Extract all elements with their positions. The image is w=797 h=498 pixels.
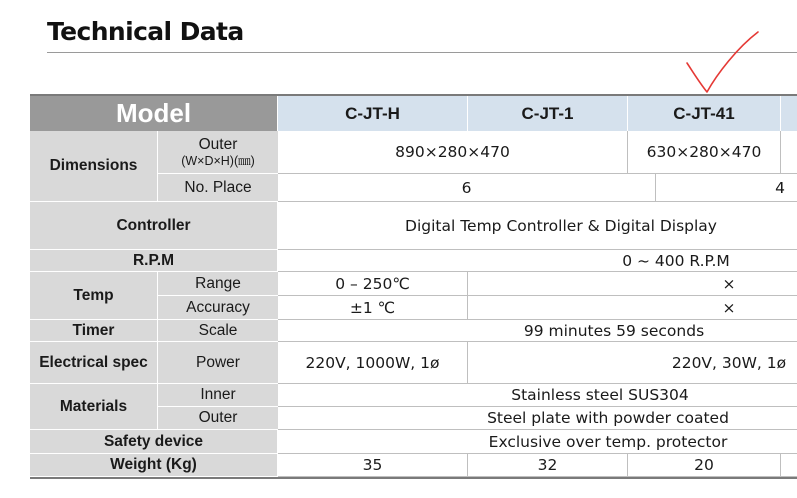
page-title: Technical Data (47, 17, 244, 46)
temp-accuracy-value-rest: × (468, 296, 797, 320)
weight-value-h: 35 (278, 454, 468, 477)
dimensions-outer-label (158, 131, 278, 174)
weight-value-partial (781, 454, 797, 477)
electrical-power-label: Power (158, 342, 278, 384)
temp-accuracy-label: Accuracy (158, 296, 278, 320)
model-next-partial (781, 96, 797, 131)
controller-value: Digital Temp Controller & Digital Display (278, 202, 797, 250)
weight-value-41: 20 (628, 454, 781, 477)
rpm-value: 0 ~ 400 R.P.M (278, 250, 797, 272)
power-value-rest: 220V, 30W, 1ø (468, 342, 797, 384)
materials-outer-label: Outer (158, 407, 278, 430)
outer-value-h-1: 890×280×470 (278, 131, 628, 174)
materials-inner-label: Inner (158, 384, 278, 407)
outer-label-text: Outer (198, 136, 238, 154)
checkmark-icon (685, 30, 765, 100)
model-c-jt-41: C-JT-41 (628, 96, 781, 131)
place-value-41: 4 (656, 174, 797, 202)
weight-label: Weight (Kg) (30, 454, 278, 477)
model-c-jt-1: C-JT-1 (468, 96, 628, 131)
temp-range-value-h: 0 – 250℃ (278, 272, 468, 296)
materials-inner-value: Stainless steel SUS304 (278, 384, 797, 407)
dimensions-place-label: No. Place (158, 174, 278, 202)
rpm-label: R.P.M (30, 250, 278, 272)
temp-accuracy-value-h: ±1 ℃ (278, 296, 468, 320)
timer-label: Timer (30, 320, 158, 342)
dimensions-label: Dimensions (30, 131, 158, 202)
safety-value: Exclusive over temp. protector (278, 430, 797, 454)
electrical-label: Electrical spec (30, 342, 158, 384)
temp-range-label: Range (158, 272, 278, 296)
timer-value: 99 minutes 59 seconds (278, 320, 797, 342)
table-bottom-rule (30, 477, 797, 479)
materials-label: Materials (30, 384, 158, 430)
safety-label: Safety device (30, 430, 278, 454)
outer-unit-text: (W×D×H)(㎜) (181, 153, 255, 168)
outer-value-partial (781, 131, 797, 174)
controller-label: Controller (30, 202, 278, 250)
timer-scale-label: Scale (158, 320, 278, 342)
temp-range-value-rest: × (468, 272, 797, 296)
model-c-jt-h: C-JT-H (278, 96, 468, 131)
temp-label: Temp (30, 272, 158, 320)
materials-outer-value: Steel plate with powder coated (278, 407, 797, 430)
power-value-h: 220V, 1000W, 1ø (278, 342, 468, 384)
place-value-h-1: 6 (278, 174, 656, 202)
weight-value-1: 32 (468, 454, 628, 477)
model-header: Model (30, 96, 278, 131)
outer-value-41: 630×280×470 (628, 131, 781, 174)
